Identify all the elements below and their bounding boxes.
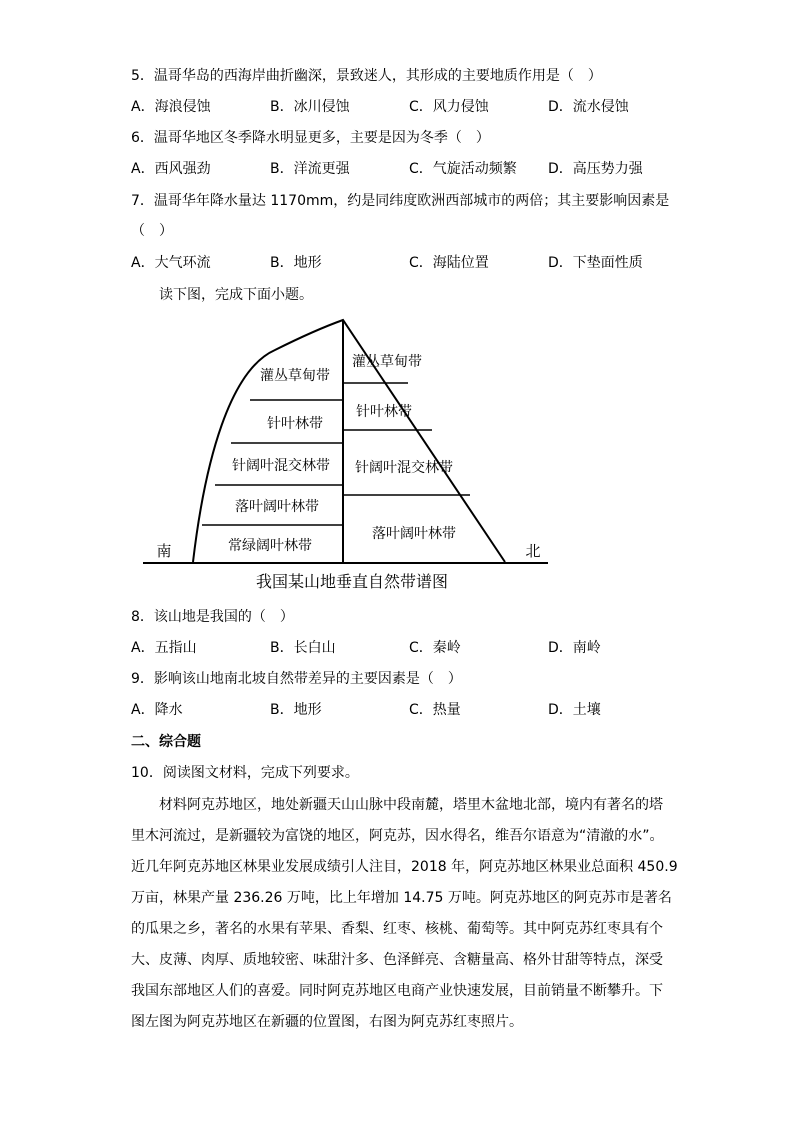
material-line: 万亩，林果产量 236.26 万吨，比上年增加 14.75 万吨。阿克苏地区的阿克苏市是著名 — [131, 890, 672, 906]
north-belt-2: 针叶林带 — [356, 404, 412, 420]
q8-option-d: D．南岭 — [548, 640, 601, 656]
q5-option-b: B．冰川侵蚀 — [270, 99, 350, 115]
q7-stem-bracket: （ ） — [131, 223, 173, 239]
q9-option-b: B．地形 — [270, 702, 322, 718]
south-belt-3: 针阔叶混交林带 — [232, 458, 330, 474]
q9-option-d: D．土壤 — [548, 702, 601, 718]
q9-option-c: C．热量 — [409, 702, 461, 718]
q6-option-a: A．西风强劲 — [131, 161, 211, 177]
south-belt-5: 常绿阔叶林带 — [228, 538, 312, 554]
north-label: 北 — [525, 542, 541, 560]
q10-stem: 10．阅读图文材料，完成下列要求。 — [131, 765, 359, 781]
north-belt-3: 针阔叶混交林带 — [355, 460, 453, 476]
q7-option-b: B．地形 — [270, 255, 322, 271]
q8-option-b: B．长白山 — [270, 640, 336, 656]
material-line: 大、皮薄、肉厚、质地较密、味甜汁多、色泽鲜亮、含糖量高、格外甘甜等特点，深受 — [131, 952, 663, 968]
q7-stem: 7．温哥华年降水量达 1170mm，约是同纬度欧洲西部城市的两倍；其主要影响因素是 — [131, 193, 670, 209]
q8-stem: 8．该山地是我国的（ ） — [131, 609, 294, 625]
q6-stem: 6．温哥华地区冬季降水明显更多，主要是因为冬季（ ） — [131, 130, 490, 146]
q9-option-a: A．降水 — [131, 702, 183, 718]
north-belt-1: 灌丛草甸带 — [352, 354, 422, 370]
south-belt-1: 灌丛草甸带 — [260, 368, 330, 384]
north-belt-4: 落叶阔叶林带 — [372, 526, 456, 542]
south-label: 南 — [156, 542, 172, 560]
south-belt-4: 落叶阔叶林带 — [235, 499, 319, 515]
material-line: 的瓜果之乡，著名的水果有苹果、香梨、红枣、核桃、葡萄等。其中阿克苏红枣具有个 — [131, 921, 663, 937]
q7-option-a: A．大气环流 — [131, 255, 211, 271]
south-belt-2: 针叶林带 — [267, 416, 323, 432]
q8-option-c: C．秦岭 — [409, 640, 461, 656]
q5-stem: 5．温哥华岛的西海岸曲折幽深，景致迷人，其形成的主要地质作用是（ ） — [131, 68, 602, 84]
q8-option-a: A．五指山 — [131, 640, 197, 656]
vertical-zone-diagram — [0, 310, 794, 610]
q9-stem: 9．影响该山地南北坡自然带差异的主要因素是（ ） — [131, 671, 462, 687]
material-line: 里木河流过，是新疆较为富饶的地区，阿克苏，因水得名，维吾尔语意为“清澈的水”。 — [131, 828, 664, 844]
q7-option-d: D．下垫面性质 — [548, 255, 643, 271]
q6-option-c: C．气旋活动频繁 — [409, 161, 517, 177]
q6-option-b: B．洋流更强 — [270, 161, 350, 177]
q6-option-d: D．高压势力强 — [548, 161, 643, 177]
material-line: 图左图为阿克苏地区在新疆的位置图，右图为阿克苏红枣照片。 — [131, 1014, 523, 1030]
material-line: 近几年阿克苏地区林果业发展成绩引人注目，2018 年，阿克苏地区林果业总面积 450.9 — [131, 859, 678, 875]
q5-option-d: D．流水侵蚀 — [548, 99, 629, 115]
section-title: 二、综合题 — [131, 734, 201, 750]
q5-option-a: A．海浪侵蚀 — [131, 99, 211, 115]
material-line: 材料阿克苏地区，地处新疆天山山脉中段南麓，塔里木盆地北部，境内有著名的塔 — [159, 797, 663, 813]
q7-option-c: C．海陆位置 — [409, 255, 489, 271]
q5-option-c: C．风力侵蚀 — [409, 99, 489, 115]
diagram-intro: 读下图，完成下面小题。 — [159, 287, 313, 303]
material-line: 我国东部地区人们的喜爱。同时阿克苏地区电商产业快速发展，目前销量不断攀升。下 — [131, 983, 663, 999]
diagram-caption: 我国某山地垂直自然带谱图 — [255, 572, 449, 591]
